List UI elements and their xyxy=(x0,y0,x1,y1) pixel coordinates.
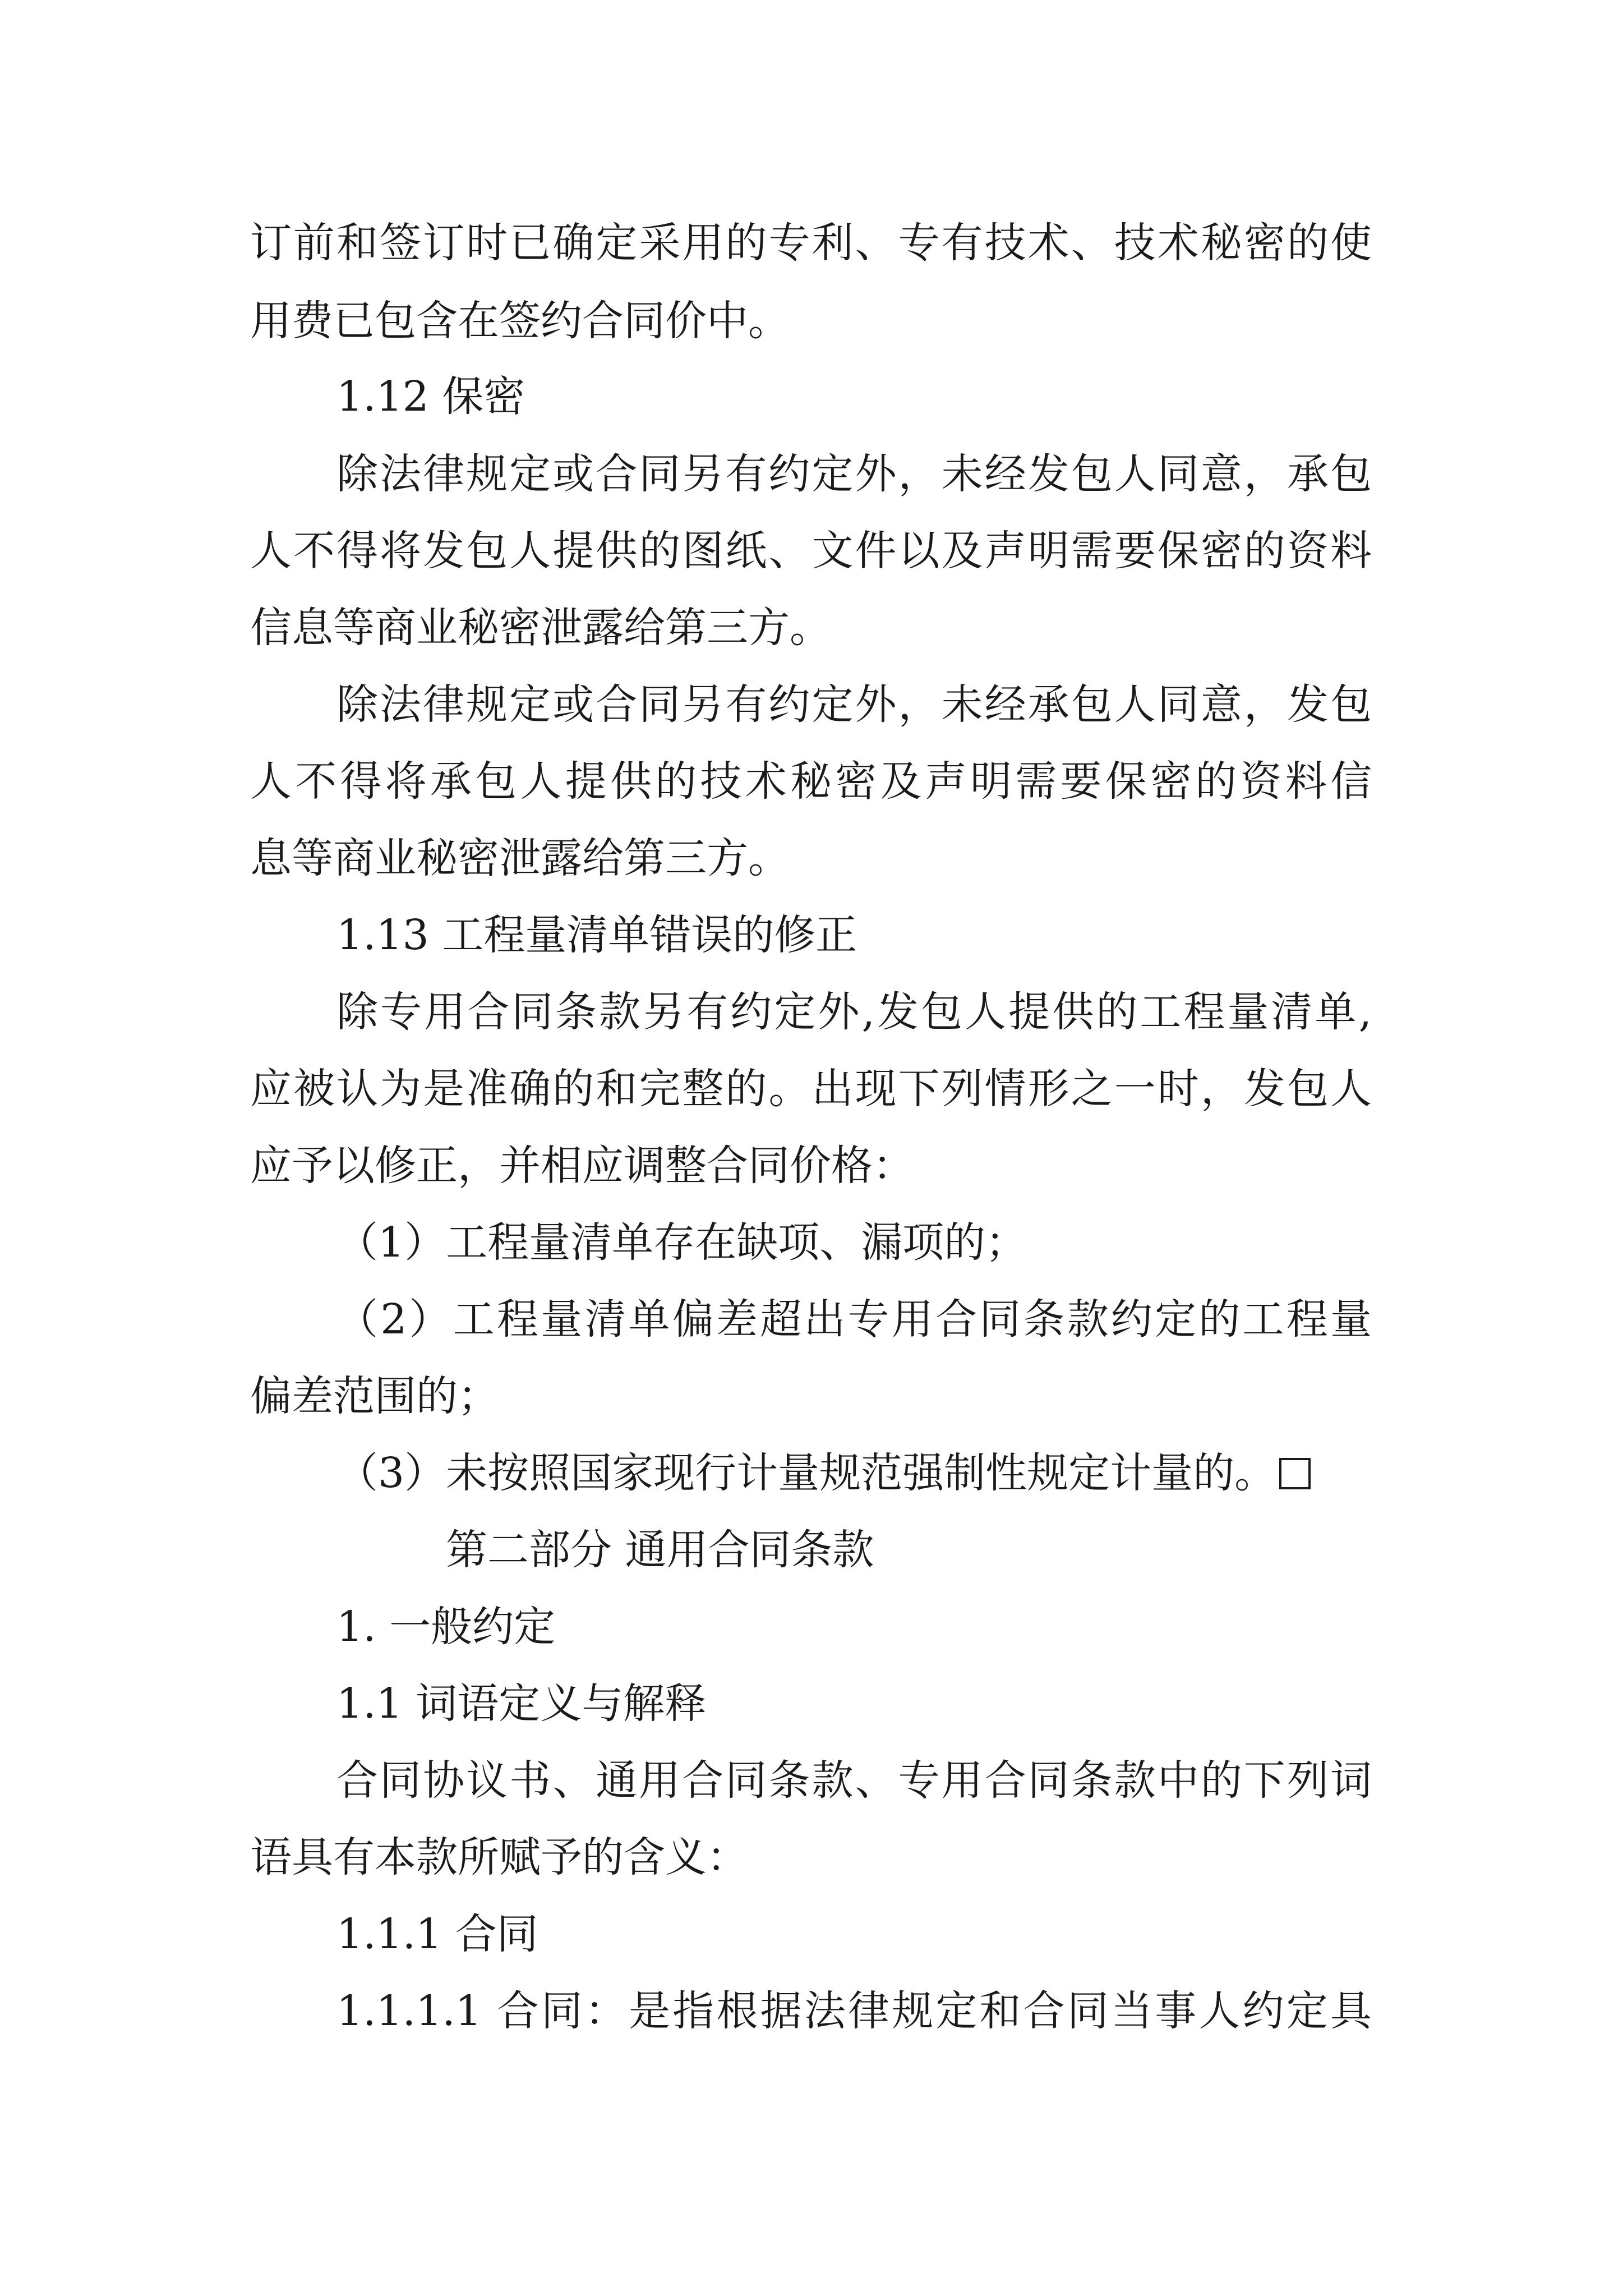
section-heading-1-1-1: 1.1.1 合同 xyxy=(336,1910,538,1958)
text-line: 人不得将承包人提供的技术秘密及声明需要保密的资料信 xyxy=(250,757,1372,806)
section-heading-1-12: 1.12 保密 xyxy=(336,372,525,421)
text-line: 除法律规定或合同另有约定外，未经发包人同意，承包 xyxy=(336,450,1372,498)
section-heading-1-13: 1.13 工程量清单错误的修正 xyxy=(336,911,857,959)
text-line: 偏差范围的； xyxy=(250,1372,499,1420)
text-line: 人不得将发包人提供的图纸、文件以及声明需要保密的资料 xyxy=(250,527,1372,575)
section-heading-1-1: 1.1 词语定义与解释 xyxy=(336,1680,707,1728)
text-line: 息等商业秘密泄露给第三方。 xyxy=(250,834,790,882)
list-item-3 xyxy=(336,1449,1623,1497)
text-line: 应被认为是准确的和完整的。出现下列情形之一时，发包人 xyxy=(250,1065,1372,1113)
text-line: 除法律规定或合同另有约定外，未经承包人同意，发包 xyxy=(336,680,1372,729)
list-item-2: （2）工程量清单偏差超出专用合同条款约定的工程量 xyxy=(336,1295,1372,1343)
list-item-3-text: （3）未按照国家现行计量规范强制性规定计量的。 xyxy=(336,1449,1276,1497)
part-heading: 第二部分 通用合同条款 xyxy=(446,1526,874,1574)
section-heading-1: 1. 一般约定 xyxy=(336,1603,556,1651)
text-line: 信息等商业秘密泄露给第三方。 xyxy=(250,604,831,652)
text-line: 1.1.1.1 合同：是指根据法律规定和合同当事人约定具 xyxy=(336,1987,1372,2035)
text-line: 合同协议书、通用合同条款、专用合同条款中的下列词 xyxy=(336,1756,1372,1805)
text-line: 订前和签订时已确定采用的专利、专有技术、技术秘密的使 xyxy=(250,219,1372,267)
checkbox-icon xyxy=(1279,1458,1311,1489)
text-line: 除专用合同条款另有约定外,发包人提供的工程量清单, xyxy=(336,988,1372,1036)
text-line: 语具有本款所赋予的含义： xyxy=(250,1833,748,1881)
text-line: 用费已包含在签约合同价中。 xyxy=(250,297,790,345)
list-item-1: （1）工程量清单存在缺项、漏项的； xyxy=(336,1218,1027,1267)
text-line: 应予以修正，并相应调整合同价格： xyxy=(250,1142,914,1190)
